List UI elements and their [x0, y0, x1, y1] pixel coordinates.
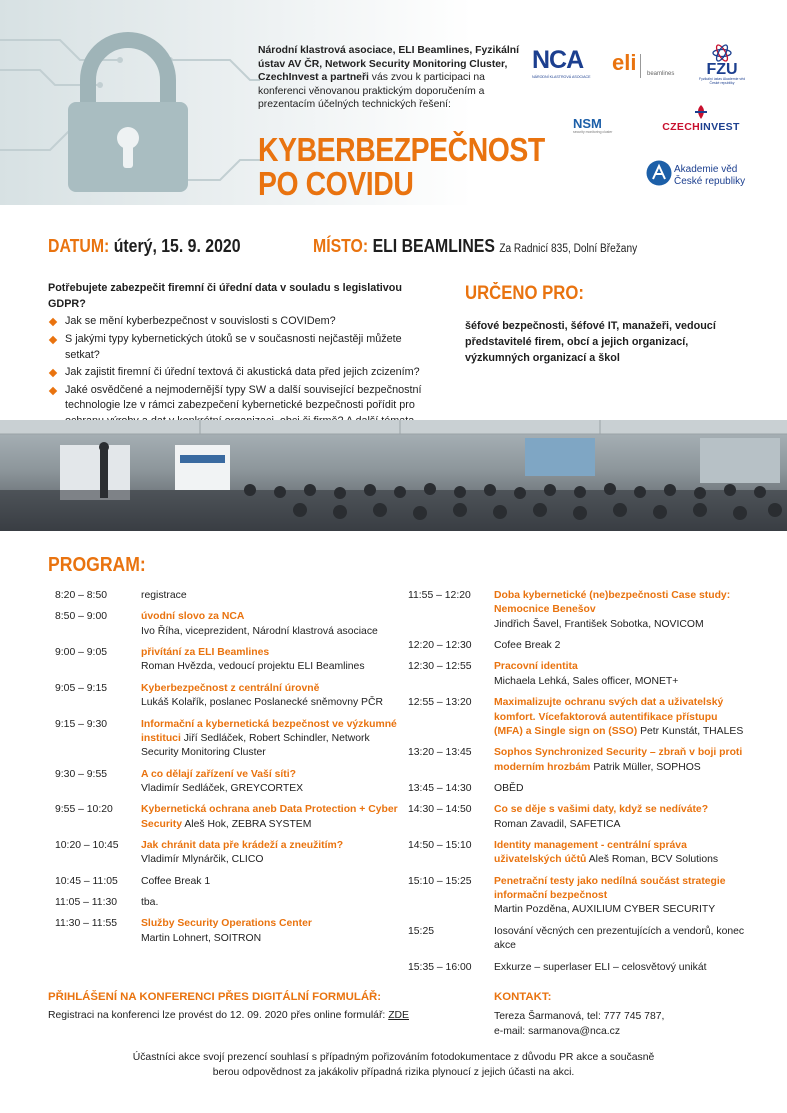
program-item	[408, 746, 748, 775]
place-line	[313, 234, 637, 258]
program-speaker: Vladimír Mlynárčik, CLICO	[141, 854, 264, 866]
contact-heading: KONTAKT:	[494, 991, 552, 1003]
czechinvest-logo-text: CZECHINVEST	[662, 121, 740, 133]
program-item	[408, 696, 748, 739]
program-speaker: Aleš Hok, ZEBRA SYSTEM	[184, 818, 312, 830]
program-body	[494, 746, 748, 775]
target-audience-text: šéfové bezpečnosti, šéfové IT, manažeři, vedoucí představitelé firem, obcí a jejich organizací, výzkumných organizací a škol	[465, 319, 716, 365]
program-time: 12:30 – 12:55	[408, 661, 472, 673]
date-value: úterý, 15. 9. 2020	[113, 236, 241, 256]
registration-text-body: Registraci na konferenci lze provést do 12. 09. 2020 přes online formulář:	[48, 1010, 389, 1021]
program-item	[55, 839, 400, 868]
program-heading: PROGRAM:	[48, 554, 146, 576]
program-time: 9:55 – 10:20	[55, 804, 113, 816]
program-item	[55, 682, 400, 711]
program-speaker: OBĚD	[494, 782, 524, 794]
akademie-ved-emblem-icon	[646, 160, 672, 186]
invitation-rest: vás zvou k participaci na konferenci věnovanou praktickým doporučením a prezentacím účelných technických řešení:	[258, 72, 485, 111]
program-speaker: Petr Kunstát, THALES	[640, 725, 744, 737]
place-label: MÍSTO:	[313, 236, 369, 256]
fzu-logo-sub: Fyzikální ústav Akademie věd České republiky	[698, 77, 746, 85]
program-talk-title: přivítání za ELI Beamlines	[141, 647, 270, 659]
registration-text	[48, 1009, 409, 1023]
akademie-ved-line1: Akademie věd	[674, 164, 738, 175]
questions-lead: Potřebujete zabezpečit firemní či úřední data v souladu s legislativou GDPR?	[48, 282, 402, 310]
program-body	[494, 660, 748, 689]
contact-info	[494, 1009, 664, 1039]
program-time: 11:05 – 11:30	[55, 897, 118, 909]
program-item	[408, 875, 748, 918]
questions-section	[48, 281, 438, 432]
program-body	[494, 961, 748, 975]
program-talk-title: Jak chránit data pře krádeží a zneužitím?	[141, 840, 344, 852]
atom-icon	[712, 44, 732, 62]
contact-email: e-mail: sarmanova@nca.cz	[494, 1026, 621, 1038]
program-item	[55, 875, 400, 889]
program-speaker: Lukáš Kolařík, poslanec Poslanecké sněmovny PČR	[141, 697, 383, 709]
program-item	[55, 646, 400, 675]
target-audience-section	[465, 281, 725, 366]
program-time: 9:30 – 9:55	[55, 768, 107, 780]
program-time: 15:35 – 16:00	[408, 961, 472, 973]
program-talk-title: úvodní slovo za NCA	[141, 611, 245, 623]
program-speaker: Vladimír Sedláček, GREYCORTEX	[141, 782, 304, 794]
program-body	[141, 718, 400, 761]
nsm-logo	[573, 117, 612, 135]
nsm-logo-sub: security monitoring cluster	[573, 130, 613, 134]
program-item	[55, 768, 400, 797]
program-talk-title: Doba kybernetické (ne)bezpečnosti Case study: Nemocnice Benešov	[494, 590, 731, 616]
program-item	[408, 660, 748, 689]
header-banner	[0, 0, 787, 205]
program-time: 9:15 – 9:30	[55, 718, 107, 730]
program-time: 9:00 – 9:05	[55, 647, 107, 659]
program-time: 8:20 – 8:50	[55, 590, 107, 601]
date-label: DATUM:	[48, 236, 110, 256]
question-item: S jakými typy kybernetických útoků se v současnosti nejčastěji můžete setkat?	[48, 332, 438, 363]
nca-logo	[532, 48, 592, 80]
program-body	[141, 610, 400, 639]
program-time: 11:30 – 11:55	[55, 918, 118, 930]
program-item	[408, 839, 748, 868]
program-talk-title: A co dělají zařízení ve Vaší síti?	[141, 768, 296, 780]
akademie-ved-line2: České republiky	[674, 175, 746, 187]
program-item	[55, 896, 400, 910]
program-speaker: Jindřich Šavel, František Sobotka, NOVICOM	[494, 618, 704, 630]
program-body	[494, 639, 748, 653]
program-speaker: Martin Pozděna, AUXILIUM CYBER SECURITY	[494, 904, 716, 916]
diamond-bullet-icon	[49, 336, 57, 344]
title-line-2: PO COVIDU	[258, 165, 414, 203]
nca-logo-text: NCA	[532, 46, 584, 74]
diamond-bullet-icon	[49, 318, 57, 326]
diamond-bullet-icon	[49, 387, 57, 395]
program-time: 13:45 – 14:30	[408, 782, 472, 794]
program-item	[408, 782, 748, 796]
invitation-text	[258, 44, 520, 112]
eli-beamlines-logo	[612, 52, 682, 82]
program-body	[141, 589, 400, 603]
program-body	[141, 917, 400, 946]
title-line-1: KYBERBEZPEČNOST	[258, 131, 545, 168]
program-speaker: Ivo Říha, viceprezident, Národní klastrová asociace	[141, 625, 378, 637]
program-time: 15:25	[408, 925, 435, 937]
program-talk-title: Identity management - centrální správa uživatelských účtů	[494, 840, 687, 866]
program-body	[494, 589, 748, 632]
question-item: Jaké osvědčené a nejmodernější typy SW a další související bezpečnostní technologie lze v rámci zabezpečení kybernetické bezpečnosti pořídit pro	[48, 383, 438, 430]
program-time: 15:10 – 15:25	[408, 875, 472, 887]
program-talk-title: Pracovní identita	[494, 661, 578, 673]
program-item	[55, 610, 400, 639]
question-item: Jak zajistit firemní či úřední textová či akustická data před jejich zcizením?	[48, 365, 438, 381]
program-item	[408, 639, 748, 653]
contact-phone: Tereza Šarmanová, tel: 777 745 787,	[494, 1011, 665, 1022]
program-speaker: tba.	[141, 897, 159, 909]
date-line	[48, 234, 241, 258]
program-talk-title: Sophos Synchronized Security – zbraň v boji proti moderním hrozbám	[494, 747, 743, 773]
nsm-logo-text: NSM	[573, 116, 602, 131]
questions-list	[48, 314, 438, 429]
program-item	[55, 917, 400, 946]
program-talk-title: Maximalizujte ochranu svých dat a uživatelský komfort. Vícefaktorová autentifikace přístupu (MFA) a Single sign on (SSO)	[494, 697, 724, 737]
program-time: 14:30 – 14:50	[408, 804, 472, 816]
program-talk-title: Služby Security Operations Center	[141, 918, 312, 930]
program-item	[408, 803, 748, 832]
program-item	[408, 961, 748, 975]
program-time: 13:20 – 13:45	[408, 747, 472, 759]
program-body	[494, 782, 748, 796]
program-time: 12:55 – 13:20	[408, 697, 472, 709]
nca-logo-sub: NÁRODNÍ KLASTROVÁ ASOCIACE	[532, 75, 591, 79]
registration-heading: PŘIHLÁŠENÍ NA KONFERENCI PŘES DIGITÁLNÍ FORMULÁŘ:	[48, 991, 382, 1003]
target-audience-heading: URČENO PRO:	[465, 283, 584, 304]
program-column-left	[55, 589, 400, 953]
program-item	[408, 925, 748, 954]
program-speaker: Michaela Lehká, Sales officer, MONET+	[494, 675, 679, 687]
program-time: 14:50 – 15:10	[408, 840, 472, 852]
program-speaker: Aleš Roman, BCV Solutions	[588, 854, 719, 866]
program-talk-title: Penetrační testy jako nedílná součást strategie informační bezpečnost	[494, 875, 726, 902]
program-body	[141, 839, 400, 868]
program-speaker: Exkurze – superlaser ELI – celosvětový unikát	[494, 961, 707, 973]
program-body	[494, 839, 748, 868]
question-item: Jak se mění kyberbezpečnost v souvislosti s COVIDem?	[48, 314, 438, 330]
program-item	[55, 589, 400, 603]
program-body	[141, 875, 400, 889]
program-body	[141, 803, 400, 832]
program-time: 12:20 – 12:30	[408, 640, 472, 652]
place-value: ELI BEAMLINES	[372, 236, 495, 256]
disclaimer-note: Účastníci akce svojí prezencí souhlasí s případným pořizováním fotodokumentace z důvodu PR akce a současně berou odpovědnost za jakákoliv případná rizika plynoucí z jejich účasti na akci.	[132, 1052, 655, 1079]
program-body	[141, 768, 400, 797]
program-speaker: Iosování věcných cen prezentujících a vendorů, konec akce	[494, 925, 745, 952]
program-talk-title: Kyberbezpečnost z centrální úrovně	[141, 682, 320, 694]
program-time: 9:05 – 9:15	[55, 682, 107, 694]
program-time: 10:20 – 10:45	[55, 840, 119, 852]
place-address: Za Radnicí 835, Dolní Břežany	[499, 243, 638, 255]
program-time: 8:50 – 9:00	[55, 611, 107, 623]
program-item	[55, 803, 400, 832]
program-item	[408, 589, 748, 632]
program-time: 10:45 – 11:05	[55, 875, 118, 887]
program-talk-title: Kybernetická ochrana aneb Data Protection + Cyber Security	[141, 804, 398, 830]
program-talk-title: Co se děje s vašimi daty, když se nedíváte?	[494, 804, 709, 816]
organizers: Národní klastrová asociace, ELI Beamlines, Fyzikální ústav AV ČR, Network Security Monitoring Cluster, CzechInvest a partneři	[258, 45, 520, 84]
program-body	[494, 925, 748, 954]
program-body	[141, 896, 400, 910]
eli-logo-text: eli	[612, 50, 637, 75]
czechinvest-emblem-icon	[693, 104, 709, 120]
program-speaker: registrace	[141, 590, 187, 601]
program-body	[141, 646, 400, 675]
program-talk-title: Informační a kybernetická bezpečnost ve výzkumné instituci	[141, 718, 397, 744]
eli-logo-sub: beamlines	[647, 71, 675, 77]
program-speaker: Patrik Müller, SOPHOS	[593, 761, 701, 773]
czechinvest-logo	[661, 104, 741, 134]
fzu-logo	[697, 44, 747, 86]
diamond-bullet-icon	[49, 369, 57, 377]
program-speaker: Roman Hvězda, vedoucí projektu ELI Beamlines	[141, 661, 365, 673]
program-body	[141, 682, 400, 711]
program-column-right	[408, 589, 748, 982]
conference-title	[258, 133, 545, 202]
padlock-icon	[58, 30, 198, 195]
program-speaker: Jiří Sedláček, Robert Schindler, Network Security Monitoring Cluster	[141, 732, 370, 759]
program-body	[494, 803, 748, 832]
program-body	[494, 875, 748, 918]
program-speaker: Martin Lohnert, SOITRON	[141, 932, 262, 944]
fzu-logo-text: FZU	[706, 61, 738, 78]
program-time: 11:55 – 12:20	[408, 590, 471, 601]
program-body	[494, 696, 748, 739]
registration-link[interactable]: ZDE	[388, 1010, 409, 1021]
program-speaker: Roman Zavadil, SAFETICA	[494, 818, 621, 830]
conference-photo	[0, 420, 787, 531]
program-speaker: Cofee Break 2	[494, 640, 561, 652]
program-speaker: Coffee Break 1	[141, 875, 211, 887]
program-item	[55, 718, 400, 761]
